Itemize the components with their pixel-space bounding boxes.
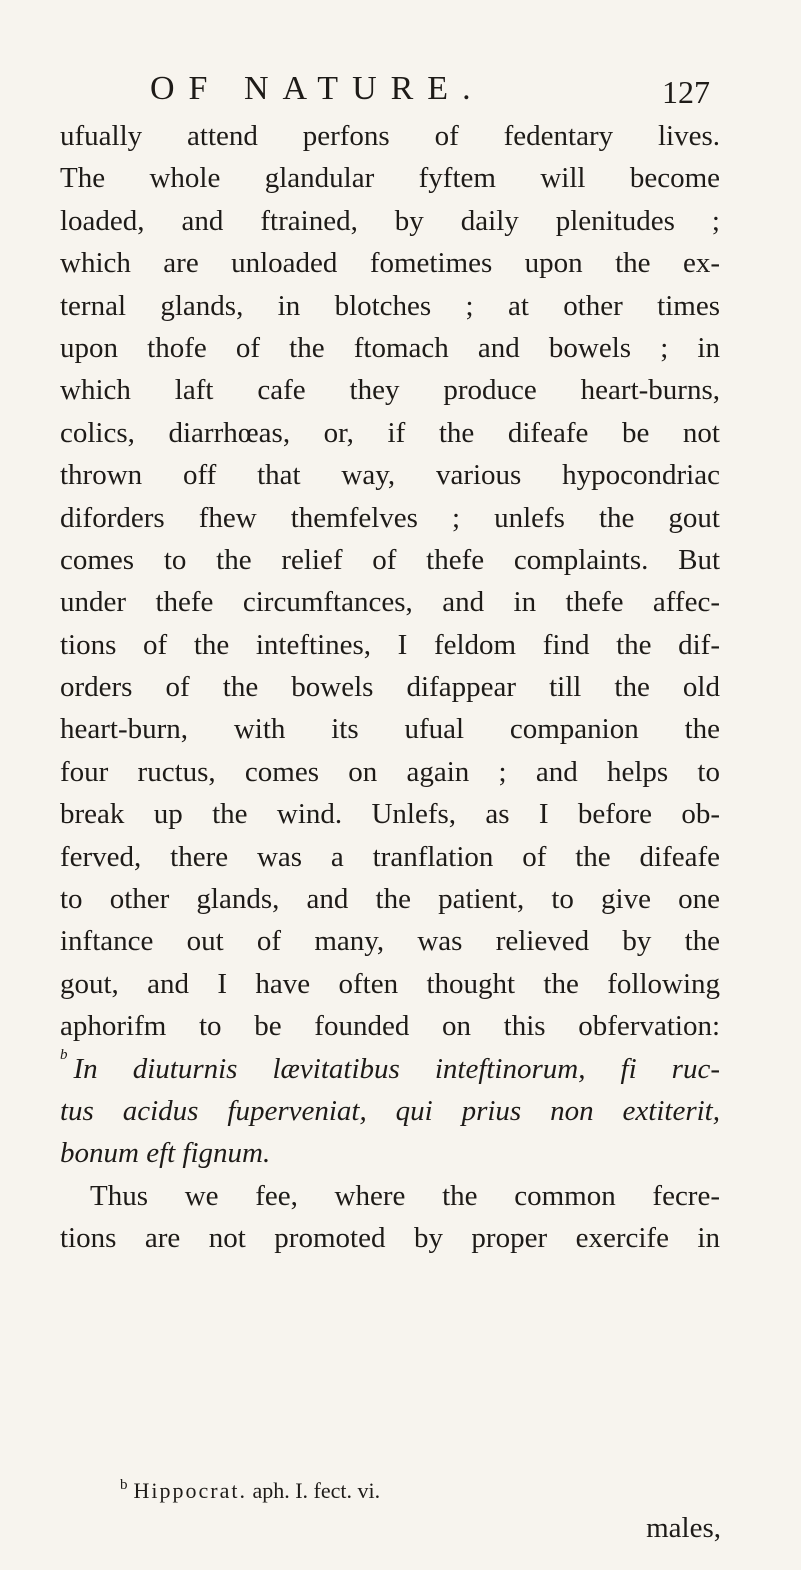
text-line: which are unloaded fometimes upon the ex- — [60, 247, 720, 280]
text-line: Thus we fee, where the common fecre- — [90, 1179, 720, 1212]
text-line: heart-burn, with its ufual companion the — [60, 713, 720, 746]
text-line: four ructus, comes on again ; and helps to — [60, 755, 720, 788]
text-line: diforders fhew themfelves ; unlefs the gout — [60, 501, 720, 534]
text-line: ufually attend perfons of fedentary lives. — [60, 120, 720, 152]
text-line: comes to the relief of thefe complaints. But — [60, 543, 720, 576]
text-line: loaded, and ftrained, by daily plenitudes ; — [60, 204, 720, 237]
text-line: ferved, there was a tranflation of the difeafe — [60, 840, 720, 873]
latin-quote-line: bonum eft fignum. — [60, 1137, 271, 1170]
latin-quote-line — [60, 1048, 720, 1090]
catchword: males, — [646, 1512, 721, 1544]
text-line: orders of the bowels difappear till the old — [60, 671, 720, 704]
text-line: colics, diarrhœas, or, if the difeafe be not — [60, 416, 720, 449]
text-line: break up the wind. Unlefs, as I before ob- — [60, 798, 720, 831]
text-line: The whole glandular fyftem will become — [60, 162, 720, 195]
footnote-reference: aph. I. fect. vi. — [252, 1478, 381, 1503]
running-head: OF NATURE. — [150, 70, 485, 107]
footnote-author: Hippocrat. — [133, 1478, 247, 1503]
text-line: under thefe circumftances, and in thefe affec- — [60, 586, 720, 619]
text-line: tions of the inteftines, I feldom find the dif- — [60, 628, 720, 661]
text-line: inftance out of many, was relieved by the — [60, 925, 720, 958]
page-header — [150, 70, 710, 114]
text-line: to other glands, and the patient, to give one — [60, 883, 720, 916]
latin-quote-line: tus acidus fuperveniat, qui prius non extiterit, — [60, 1094, 720, 1127]
text-line: upon thofe of the ftomach and bowels ; in — [60, 331, 720, 364]
text-line: gout, and I have often thought the following — [60, 967, 720, 1000]
text-line: which laft cafe they produce heart-burns, — [60, 374, 720, 407]
footnote-marker: b — [120, 1477, 128, 1493]
page-number: 127 — [662, 74, 710, 110]
text-line: aphorifm to be founded on this obfervation: — [60, 1010, 720, 1043]
latin-quote-text: In diuturnis lævitatibus inteftinorum, fi ruc- — [73, 1052, 720, 1085]
footnote — [120, 1478, 380, 1504]
text-line: thrown off that way, various hypocondriac — [60, 459, 720, 492]
text-line: tions are not promoted by proper exercife in — [60, 1222, 720, 1255]
body-text — [60, 115, 720, 1260]
footnote-marker: b — [60, 1047, 68, 1063]
text-line: ternal glands, in blotches ; at other times — [60, 289, 720, 322]
